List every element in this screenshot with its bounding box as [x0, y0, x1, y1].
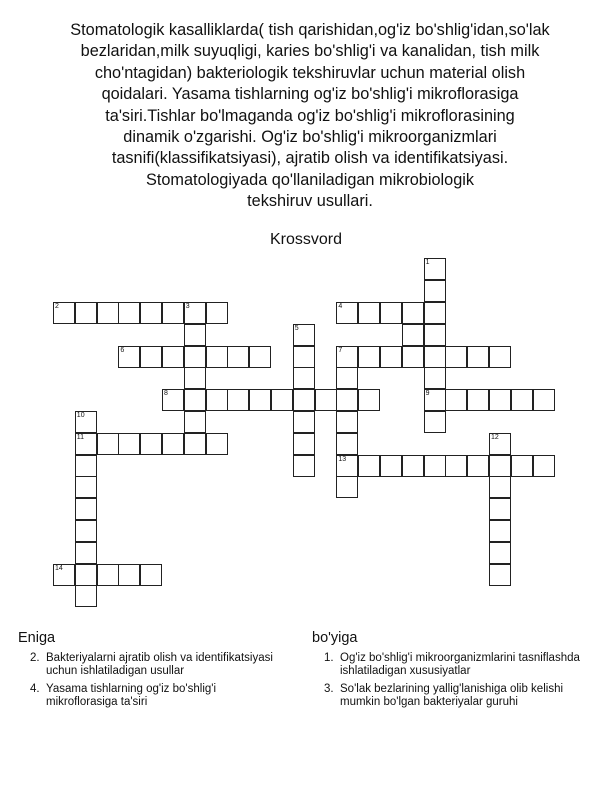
crossword-cell[interactable]	[249, 346, 271, 368]
crossword-cell[interactable]	[489, 476, 511, 498]
crossword-cell[interactable]	[445, 389, 467, 411]
crossword-cell[interactable]	[184, 389, 206, 411]
title-line: ta'siri.Tishlar bo'lmaganda og'iz bo'shlig'i mikroflorasining	[105, 106, 515, 125]
crossword-cell[interactable]	[206, 346, 228, 368]
crossword-cell[interactable]	[75, 585, 97, 607]
crossword-cell[interactable]	[75, 564, 97, 586]
down-clues	[312, 630, 592, 714]
crossword-cell[interactable]	[140, 433, 162, 455]
crossword-cell[interactable]	[424, 411, 446, 433]
crossword-cell[interactable]	[184, 433, 206, 455]
crossword-cell[interactable]	[489, 346, 511, 368]
crossword-cell[interactable]	[358, 302, 380, 324]
crossword-cell[interactable]	[53, 564, 75, 586]
clue-number: 1.	[324, 652, 334, 664]
crossword-cell[interactable]	[445, 455, 467, 477]
cell-number: 1	[425, 259, 430, 267]
crossword-cell[interactable]	[293, 411, 315, 433]
crossword-cell[interactable]	[118, 302, 140, 324]
crossword-cell[interactable]	[184, 367, 206, 389]
crossword-cell[interactable]	[75, 433, 97, 455]
crossword-cell[interactable]	[75, 498, 97, 520]
clue-text: Og'iz bo'shlig'i mikroorganizmlarini tasniflashda ishlatiladigan xususiyatlar	[340, 652, 580, 677]
cell-number: 12	[491, 433, 499, 441]
across-heading: Eniga	[18, 630, 56, 646]
crossword-cell[interactable]	[467, 455, 489, 477]
clue-number: 2.	[30, 652, 40, 664]
crossword-cell[interactable]	[424, 367, 446, 389]
title-line: Stomatologik kasalliklarda( tish qarishidan,og'iz bo'shlig'idan,so'lak	[70, 21, 550, 39]
crossword-cell[interactable]	[424, 302, 446, 324]
crossword-cell[interactable]	[184, 411, 206, 433]
crossword-cell[interactable]	[533, 455, 555, 477]
crossword-cell[interactable]	[118, 564, 140, 586]
crossword-cell[interactable]	[293, 346, 315, 368]
crossword-cell[interactable]	[53, 302, 75, 324]
crossword-cell[interactable]	[293, 455, 315, 477]
crossword-cell[interactable]	[293, 324, 315, 346]
crossword-cell[interactable]	[424, 346, 446, 368]
cell-number: 10	[76, 412, 85, 419]
crossword-cell[interactable]	[227, 389, 249, 411]
crossword-cell[interactable]	[489, 455, 511, 477]
crossword-cell[interactable]	[336, 346, 358, 368]
crossword-cell[interactable]	[162, 433, 184, 455]
cell-number: 3	[185, 303, 190, 310]
crossword-cell[interactable]	[424, 455, 446, 477]
crossword-cell[interactable]	[140, 564, 162, 586]
cell-number: 9	[425, 390, 430, 398]
crossword-cell[interactable]	[162, 302, 184, 324]
crossword-cell[interactable]	[380, 302, 402, 324]
cell-number: 14	[55, 564, 63, 572]
crossword-cell[interactable]	[336, 411, 358, 433]
crossword-cell[interactable]	[271, 389, 293, 411]
crossword-cell[interactable]	[336, 433, 358, 455]
crossword-cell[interactable]	[489, 498, 511, 520]
crossword-cell[interactable]	[358, 389, 380, 411]
crossword-cell[interactable]	[75, 411, 97, 433]
crossword-cell[interactable]	[489, 433, 511, 455]
clue-number: 3.	[324, 683, 334, 695]
cell-number: 5	[294, 324, 299, 332]
crossword-cell[interactable]	[184, 324, 206, 346]
cell-number: 13	[338, 455, 347, 463]
crossword-cell[interactable]	[424, 324, 446, 346]
title-line: Stomatologiyada qo'llaniladigan mikrobiologik	[145, 170, 475, 189]
crossword-cell[interactable]	[402, 346, 424, 368]
crossword-cell[interactable]	[467, 346, 489, 368]
cell-number: 2	[55, 303, 59, 310]
crossword-cell[interactable]	[97, 302, 119, 324]
crossword-cell[interactable]	[162, 389, 184, 411]
crossword-cell[interactable]	[75, 542, 97, 564]
crossword-cell[interactable]	[336, 389, 358, 411]
crossword-cell[interactable]	[206, 389, 228, 411]
crossword-cell[interactable]	[380, 346, 402, 368]
title-line: tekshiruv usullari.	[247, 192, 373, 211]
title-line: cho'ntagidan) bakteriologik tekshiruvlar uchun material olish	[94, 63, 526, 82]
title-line: tasnifi(klassifikatsiyasi), ajratib olish va identifikatsiyasi.	[111, 149, 509, 168]
crossword-cell[interactable]	[336, 302, 358, 324]
crossword-cell[interactable]	[75, 476, 97, 498]
crossword-cell[interactable]	[424, 389, 446, 411]
crossword-cell[interactable]	[184, 346, 206, 368]
crossword-cell[interactable]	[162, 346, 184, 368]
crossword-cell[interactable]	[336, 476, 358, 498]
crossword-cell[interactable]	[511, 389, 533, 411]
crossword-cell[interactable]	[118, 346, 140, 368]
cell-number: 7	[338, 346, 343, 354]
crossword-cell[interactable]	[315, 389, 337, 411]
crossword-cell[interactable]	[336, 455, 358, 477]
clue-number: 4.	[30, 683, 40, 695]
crossword-cell[interactable]	[227, 346, 249, 368]
crossword-cell[interactable]	[489, 520, 511, 542]
crossword-cell[interactable]	[402, 302, 424, 324]
cell-number: 6	[120, 346, 125, 354]
crossword-cell[interactable]	[75, 302, 97, 324]
crossword-cell[interactable]	[97, 433, 119, 455]
crossword-cell[interactable]	[402, 324, 424, 346]
crossword-cell[interactable]	[206, 433, 228, 455]
cell-number: 11	[76, 433, 85, 441]
crossword-cell[interactable]	[511, 455, 533, 477]
crossword-cell[interactable]	[293, 433, 315, 455]
crossword-cell[interactable]	[489, 564, 511, 586]
crossword-cell[interactable]	[249, 389, 271, 411]
cell-number: 4	[338, 303, 343, 310]
crossword-cell[interactable]	[489, 389, 511, 411]
crossword-cell[interactable]	[75, 520, 97, 542]
clue-text: Yasama tishlarning og'iz bo'shlig'i mikroflorasiga ta'siri	[46, 683, 217, 708]
crossword-cell[interactable]	[533, 389, 555, 411]
crossword-cell[interactable]	[402, 455, 424, 477]
crossword-cell[interactable]	[445, 346, 467, 368]
crossword-cell[interactable]	[293, 367, 315, 389]
crossword-cell[interactable]	[293, 389, 315, 411]
title-line: bezlaridan,milk suyuqligi, karies bo'shlig'i va kanalidan, tish milk	[80, 42, 540, 61]
crossword-cell[interactable]	[336, 367, 358, 389]
clue-down-1	[312, 652, 592, 677]
crossword-cell[interactable]	[424, 258, 446, 280]
crossword-subtitle: Krossvord	[269, 231, 343, 248]
crossword-cell[interactable]	[424, 280, 446, 302]
title-line: dinamik o'zgarishi. Og'iz bo'shlig'i mikroorganizmlari	[123, 128, 497, 147]
cell-number: 8	[164, 390, 168, 398]
across-clues	[18, 630, 288, 714]
crossword-cell[interactable]	[140, 302, 162, 324]
clue-text: So'lak bezlarining yallig'lanishiga olib kelishi mumkin bo'lgan bakteriyalar guruhi	[340, 683, 564, 708]
crossword-cell[interactable]	[184, 302, 206, 324]
clue-down-3	[312, 683, 592, 708]
crossword-cell[interactable]	[489, 542, 511, 564]
title-line: qoidalari. Yasama tishlarning og'iz bo'shlig'i mikroflorasiga	[101, 85, 519, 104]
crossword-cell[interactable]	[75, 455, 97, 477]
crossword-cell[interactable]	[118, 433, 140, 455]
crossword-cell[interactable]	[97, 564, 119, 586]
down-heading: bo'yiga	[312, 630, 358, 646]
crossword-cell[interactable]	[358, 346, 380, 368]
clue-across-2	[18, 652, 288, 677]
crossword-cell[interactable]	[358, 455, 380, 477]
clue-text: Bakteriyalarni ajratib olish va identifikatsiyasi uchun ishlatiladigan usullar	[46, 652, 273, 677]
crossword-cell[interactable]	[380, 455, 402, 477]
crossword-cell[interactable]	[140, 346, 162, 368]
crossword-cell[interactable]	[206, 302, 228, 324]
crossword-cell[interactable]	[467, 389, 489, 411]
clue-across-4	[18, 683, 288, 708]
